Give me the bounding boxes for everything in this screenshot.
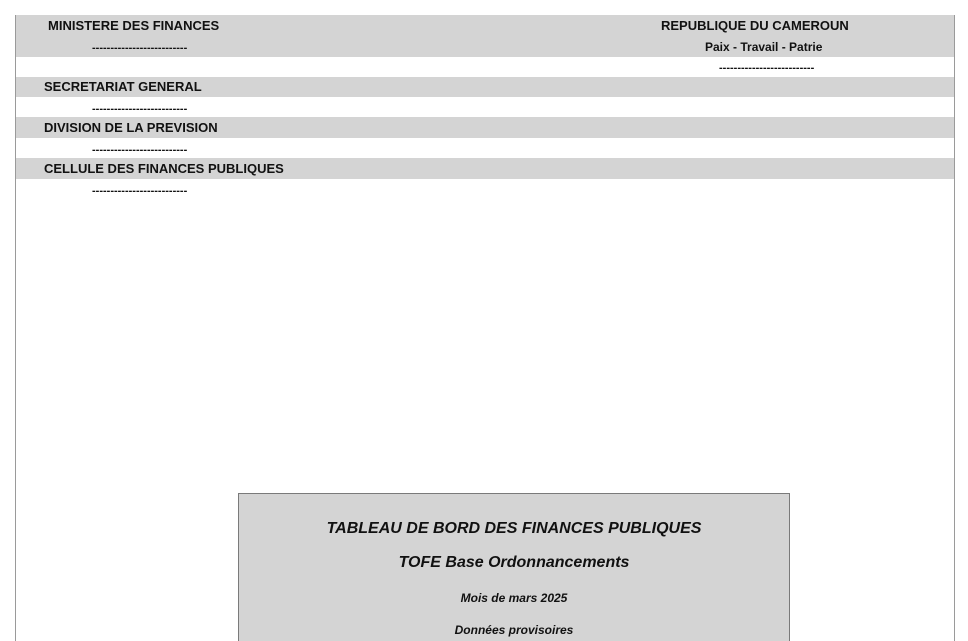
motto-separator: -------------------------- [719,62,815,74]
division-label: DIVISION DE LA PREVISION [44,120,218,135]
country-motto: Paix - Travail - Patrie [705,40,823,54]
country-name: REPUBLIQUE DU CAMEROUN [661,18,849,33]
cellule-separator: -------------------------- [92,185,188,197]
cover-title-box [238,493,790,641]
division-separator: -------------------------- [92,144,188,156]
ministry-name: MINISTERE DES FINANCES [48,18,220,33]
cover-title: TABLEAU DE BORD DES FINANCES PUBLIQUES [326,520,702,537]
cellule-label: CELLULE DES FINANCES PUBLIQUES [44,161,284,176]
secretariat-label: SECRETARIAT GENERAL [44,79,202,94]
cover-status: Données provisoires [454,623,574,637]
cover-subtitle: TOFE Base Ordonnancements [398,554,630,571]
secretariat-separator: -------------------------- [92,103,188,115]
ministry-separator: -------------------------- [92,42,188,54]
cover-period: Mois de mars 2025 [460,591,568,605]
